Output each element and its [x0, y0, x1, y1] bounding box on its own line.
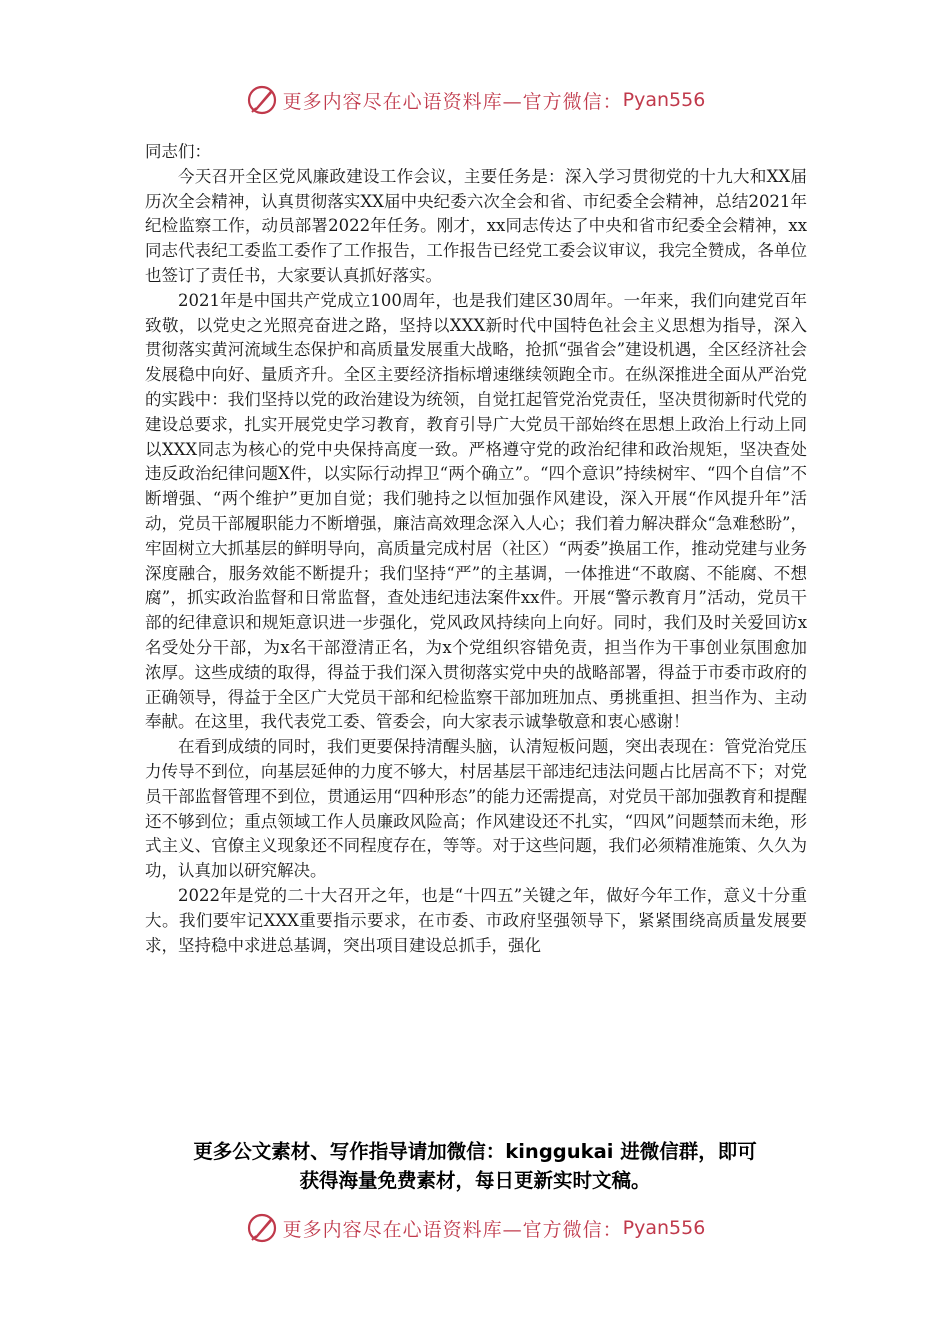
promo-line-1: 更多公文素材、写作指导请加微信：kinggukai 进微信群，即可: [193, 1140, 757, 1163]
watermark-text: 更多内容尽在心语资料库—官方微信：: [282, 1218, 623, 1241]
quill-logo-icon: [245, 83, 279, 117]
quill-logo-icon: [245, 1211, 279, 1245]
paragraph-4: 2022年是党的二十大召开之年，也是“十四五”关键之年，做好今年工作，意义十分重大。我们要牢记XXX重要指示要求，在市委、市政府坚强领导下，紧紧围绕高质量发展要求，坚持稳中求进总基调，突出项目建设总抓手，强化: [145, 885, 807, 955]
header-watermark: [0, 80, 950, 120]
document-body: [145, 140, 807, 958]
paragraph-3: 在看到成绩的同时，我们更要保持清醒头脑，认清短板问题，突出表现在：管党治党压力传导不到位，向基层延伸的力度不够大，村居基层干部违纪违法问题占比居高不下；对党员干部监督管理不到位，贯通运用“四种形态”的能力还需提高，对党员干部加强教育和提醒还不够到位；重点领域工作人员廉政风险高；作风建设还不扎实，“四风”问题禁而未绝，形式主义、官僚主义现象还不同程度存在，等等。对于这些问题，我们必须精准施策、久久为功，认真加以研究解决。: [145, 737, 807, 881]
paragraph-1: 今天召开全区党风廉政建设工作会议，主要任务是：深入学习贯彻党的十九大和XX届历次全会精神，认真贯彻落实XX届中央纪委六次全会和省、市纪委全会精神，总结2021年纪检监察工作，动员部署2022年任务。刚才，xx同志传达了中央和省市纪委全会精神，xx同志代表纪工委监工委作了工作报告，工作报告已经党工委会议审议，我完全赞成，各单位也签订了责任书，大家要认真抓好落实。: [145, 166, 807, 285]
paragraph-2: 2021年是中国共产党成立100周年，也是我们建区30周年。一年来，我们向建党百年致敬，以党史之光照亮奋进之路，坚持以XXX新时代中国特色社会主义思想为指导，深入贯彻落实黄河流域生态保护和高质量发展重大战略，抢抓“强省会”建设机遇，全区经济社会发展稳中向好、量质齐升。全区主要经济指标增速继续领跑全市。在纵深推进全面从严治党的实践中：我们坚持以党的政治建设为统领，自觉扛起管党治党责任，坚决贯彻新时代党的建设总要求，扎实开展党史学习教育，教育引导广大党员干部始终在思想上政治上行动上同以XXX同志为核心的党中央保持高度一致。严格遵守党的政治纪律和政治规矩，坚决查处违反政治纪律问题X件，以实际行动捍卫“两个确立”。“四个意识”持续树牢、“四个自信”不断增强、“两个维护”更加自觉；我们驰持之以恒加强作风建设，深入开展“作风提升年”活动，党员干部履职能力不断增强，廉洁高效理念深入人心；我们着力解决群众“急难愁盼”，牢固树立大抓基层的鲜明导向，高质量完成村居（社区）“两委”换届工作，推动党建与业务深度融合，服务效能不断提升；我们坚持“严”的主基调，一体推进“不敢腐、不能腐、不想腐”，抓实政治监督和日常监督，查处违纪违法案件xx件。开展“警示教育月”活动，党员干部的纪律意识和规矩意识进一步强化，党风政风持续向上向好。同时，我们及时关爱回访x名受处分干部，为x名干部澄清正名，为x个党组织容错免责，担当作为干事创业氛围愈加浓厚。这些成绩的取得，得益于我们深入贯彻落实党中央的战略部署，得益于市委市政府的正确领导，得益于全区广大党员干部和纪检监察干部加班加点、勇挑重担、担当作为、主动奉献。在这里，我代表党工委、管委会，向大家表示诚挚敬意和衷心感谢！: [145, 290, 807, 732]
watermark-wechat-id: Pyan556: [622, 89, 706, 111]
promo-line-2: 获得海量免费素材，每日更新实时文稿。: [299, 1169, 651, 1192]
promo-banner: [0, 1137, 950, 1195]
watermark-text: 更多内容尽在心语资料库—官方微信：: [282, 90, 623, 113]
salutation: 同志们：: [145, 142, 211, 161]
footer-watermark: [0, 1208, 950, 1248]
watermark-wechat-id: Pyan556: [622, 1217, 706, 1239]
